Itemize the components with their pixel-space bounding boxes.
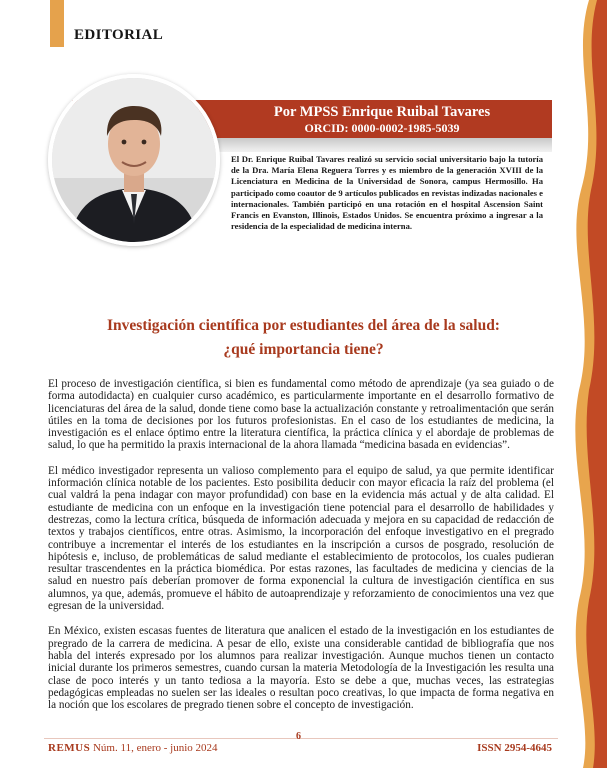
author-photo — [48, 74, 220, 246]
footer-issn: ISSN 2954-4645 — [477, 742, 552, 754]
person-portrait-icon — [52, 78, 216, 242]
body-paragraph: El proceso de investigación científica, si bien es fundamental como método de aprendizaje (ya sea guiado o de forma autodidacta) en cualquier curso académico, es particularmente importante en el desarrollo formativo de licenciaturas del área de la salud, donde tiene como base la actualización constante y retroalimentación que serán útiles en la toma de decisiones por los futuros profesionistas. En el caso de los estudiantes de medicina, la investigación es el enlace óptimo entre la literatura científica, la práctica clínica y el abordaje de problemas de salud, lo que ha permitido la praxis internacional de la ahora llamada “medicina basada en evidencias”. — [48, 378, 555, 452]
section-tab-decoration — [50, 0, 64, 47]
side-wave-decoration — [567, 0, 607, 768]
footer-divider — [44, 738, 558, 739]
body-paragraph: El médico investigador representa un valioso complemento para el equipo de salud, ya que permite identificar información clínica notable de los pacientes. Esto posibilita deducir con mayor eficacia la raíz del problema (el cual valdrá la pena indagar con mayor profundidad) con base en la evidencia más actual y de alta calidad. El estudiante de medicina con un enfoque en la investigación tiene potencial para el desarrollo de habilidades y destrezas, como la lectura crítica, búsqueda de información adecuada y mejora en su capacidad de redacción de textos y trabajos científicos, entre otras. Asimismo, la incorporación del enfoque investigativo en el pregrado contribuye a incrementar el interés de los estudiantes en la inscripción a cursos de posgrado, resolución de hipótesis e, incluso, de problemáticas de salud mediante el establecimiento de protocolos, los cuales pudieran resultar trascendentes en la práctica biomédica. Por estas razones, las facultades de medicina y ciencias de la salud en nuestro país deberían promover de forma exponencial la cultura de investigación científica en sus alumnos, ya que, además, promueve el hábito de autoaprendizaje y reforzamiento de conocimientos una vez que egresan de la universidad. — [48, 464, 554, 613]
page-number: 6 — [296, 731, 301, 742]
footer-journal — [48, 742, 218, 754]
journal-issue: Núm. 11, enero - junio 2024 — [90, 742, 218, 754]
article-title-line-2: ¿qué importancia tiene? — [223, 341, 384, 358]
article-body — [48, 378, 554, 724]
journal-name: REMUS — [48, 742, 91, 754]
article-title — [40, 314, 567, 362]
author-name: Por MPSS Enrique Ruibal Tavares — [273, 104, 491, 120]
author-bio: El Dr. Enrique Ruibal Tavares realizó su servicio social universitario bajo la tutoría de la Dra. María Elena Reguera Torres y es miembro de la generación XVIII de la Licenciatura en Medicina de la Universidad de Sonora, campus Hermosillo. Ha participado como coautor de 9 artículos publicados en revistas indizadas nacionales e internacionales. También participó en una rotación en el hospital Ascension Saint Francis en Evanston, Illinois, Estados Unidos. Se encuentra próximo a ingresar a la residencia de la especialidad de medicina interna. — [231, 154, 543, 232]
body-paragraph: En México, existen escasas fuentes de literatura que analicen el estado de la investigación en los estudiantes de pregrado de la carrera de medicina. A pesar de ello, existe una considerable cantidad de bibliografía que nos habla del interés expresado por los alumnos para realizar investigación. Aunque muchos tienen un contacto inicial durante los primeros semestres, cuando cursan la materia Metodología de la Investigación les resulta una clase de poco interés y un tanto tediosa a la mayoría. Esto se debe a que, muchas veces, las estrategias pedagógicas empleadas no suelen ser las ideales o resultan poco creativas, lo que impacta de forma negativa en la noción que los escolares de pregrado tienen sobre el concepto de investigación. — [48, 625, 554, 712]
article-title-line-1: Investigación científica por estudiantes del área de la salud: — [107, 317, 500, 334]
section-label: EDITORIAL — [74, 27, 164, 43]
author-orcid: ORCID: 0000-0002-1985-5039 — [304, 121, 460, 135]
